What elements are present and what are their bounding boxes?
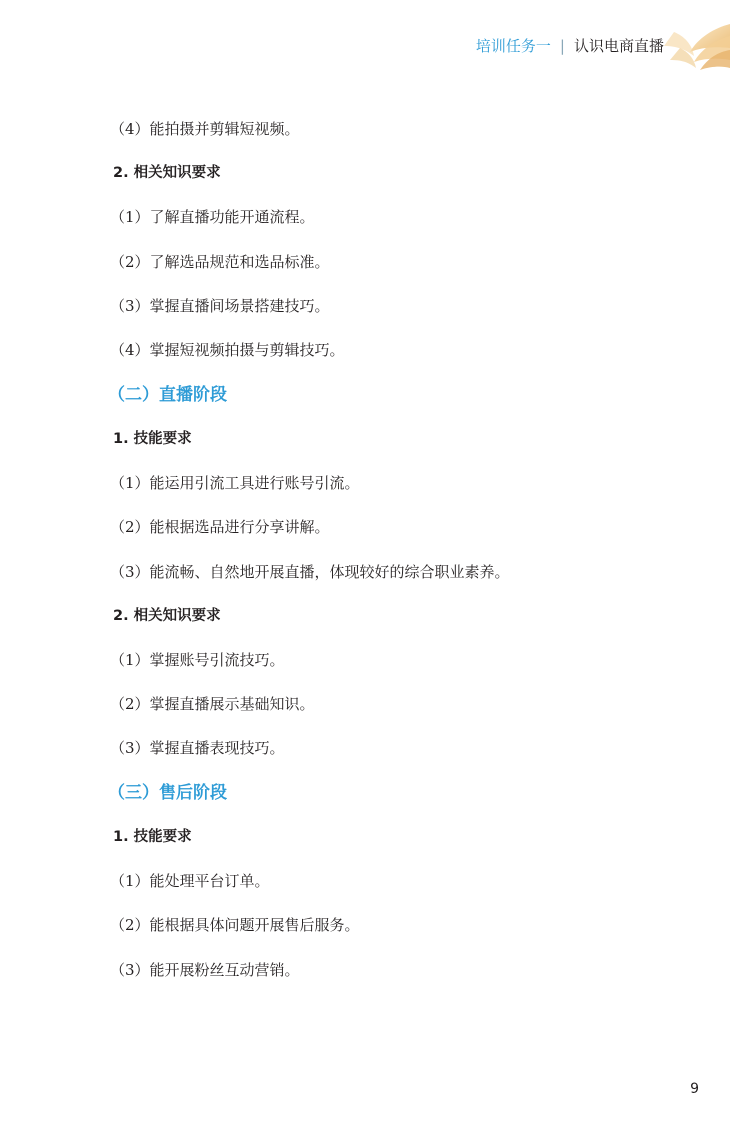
list-item: （1）了解直播功能开通流程。 [110, 208, 315, 226]
list-item: （4）能拍摄并剪辑短视频。 [110, 120, 300, 138]
subsection-heading: 1. 技能要求 [113, 829, 192, 845]
header-task: 培训任务一 [475, 37, 551, 55]
subsection-heading: 1. 技能要求 [113, 431, 192, 447]
list-item: （2）了解选品规范和选品标准。 [110, 253, 330, 271]
wing-ornament-icon [654, 18, 730, 74]
list-item: （2）掌握直播展示基础知识。 [110, 695, 315, 713]
section-heading: （二）直播阶段 [108, 385, 227, 405]
list-item: （2）能根据具体问题开展售后服务。 [110, 916, 360, 934]
list-item: （3）能开展粉丝互动营销。 [110, 961, 300, 979]
list-item: （4）掌握短视频拍摄与剪辑技巧。 [110, 341, 345, 359]
list-item: （1）掌握账号引流技巧。 [110, 651, 285, 669]
list-item: （2）能根据选品进行分享讲解。 [110, 518, 330, 536]
subsection-heading: 2. 相关知识要求 [113, 608, 221, 624]
header-chapter: 认识电商直播 [573, 37, 664, 55]
header-separator: | [559, 37, 565, 55]
section-heading: （三）售后阶段 [108, 783, 227, 803]
list-item: （3）掌握直播间场景搭建技巧。 [110, 297, 330, 315]
list-item: （3）掌握直播表现技巧。 [110, 739, 285, 757]
running-header [476, 36, 664, 56]
subsection-heading: 2. 相关知识要求 [113, 165, 221, 181]
list-item: （1）能处理平台订单。 [110, 872, 270, 890]
page-number: 9 [690, 1081, 699, 1097]
list-item: （3）能流畅、自然地开展直播，体现较好的综合职业素养。 [110, 563, 510, 581]
list-item: （1）能运用引流工具进行账号引流。 [110, 474, 360, 492]
